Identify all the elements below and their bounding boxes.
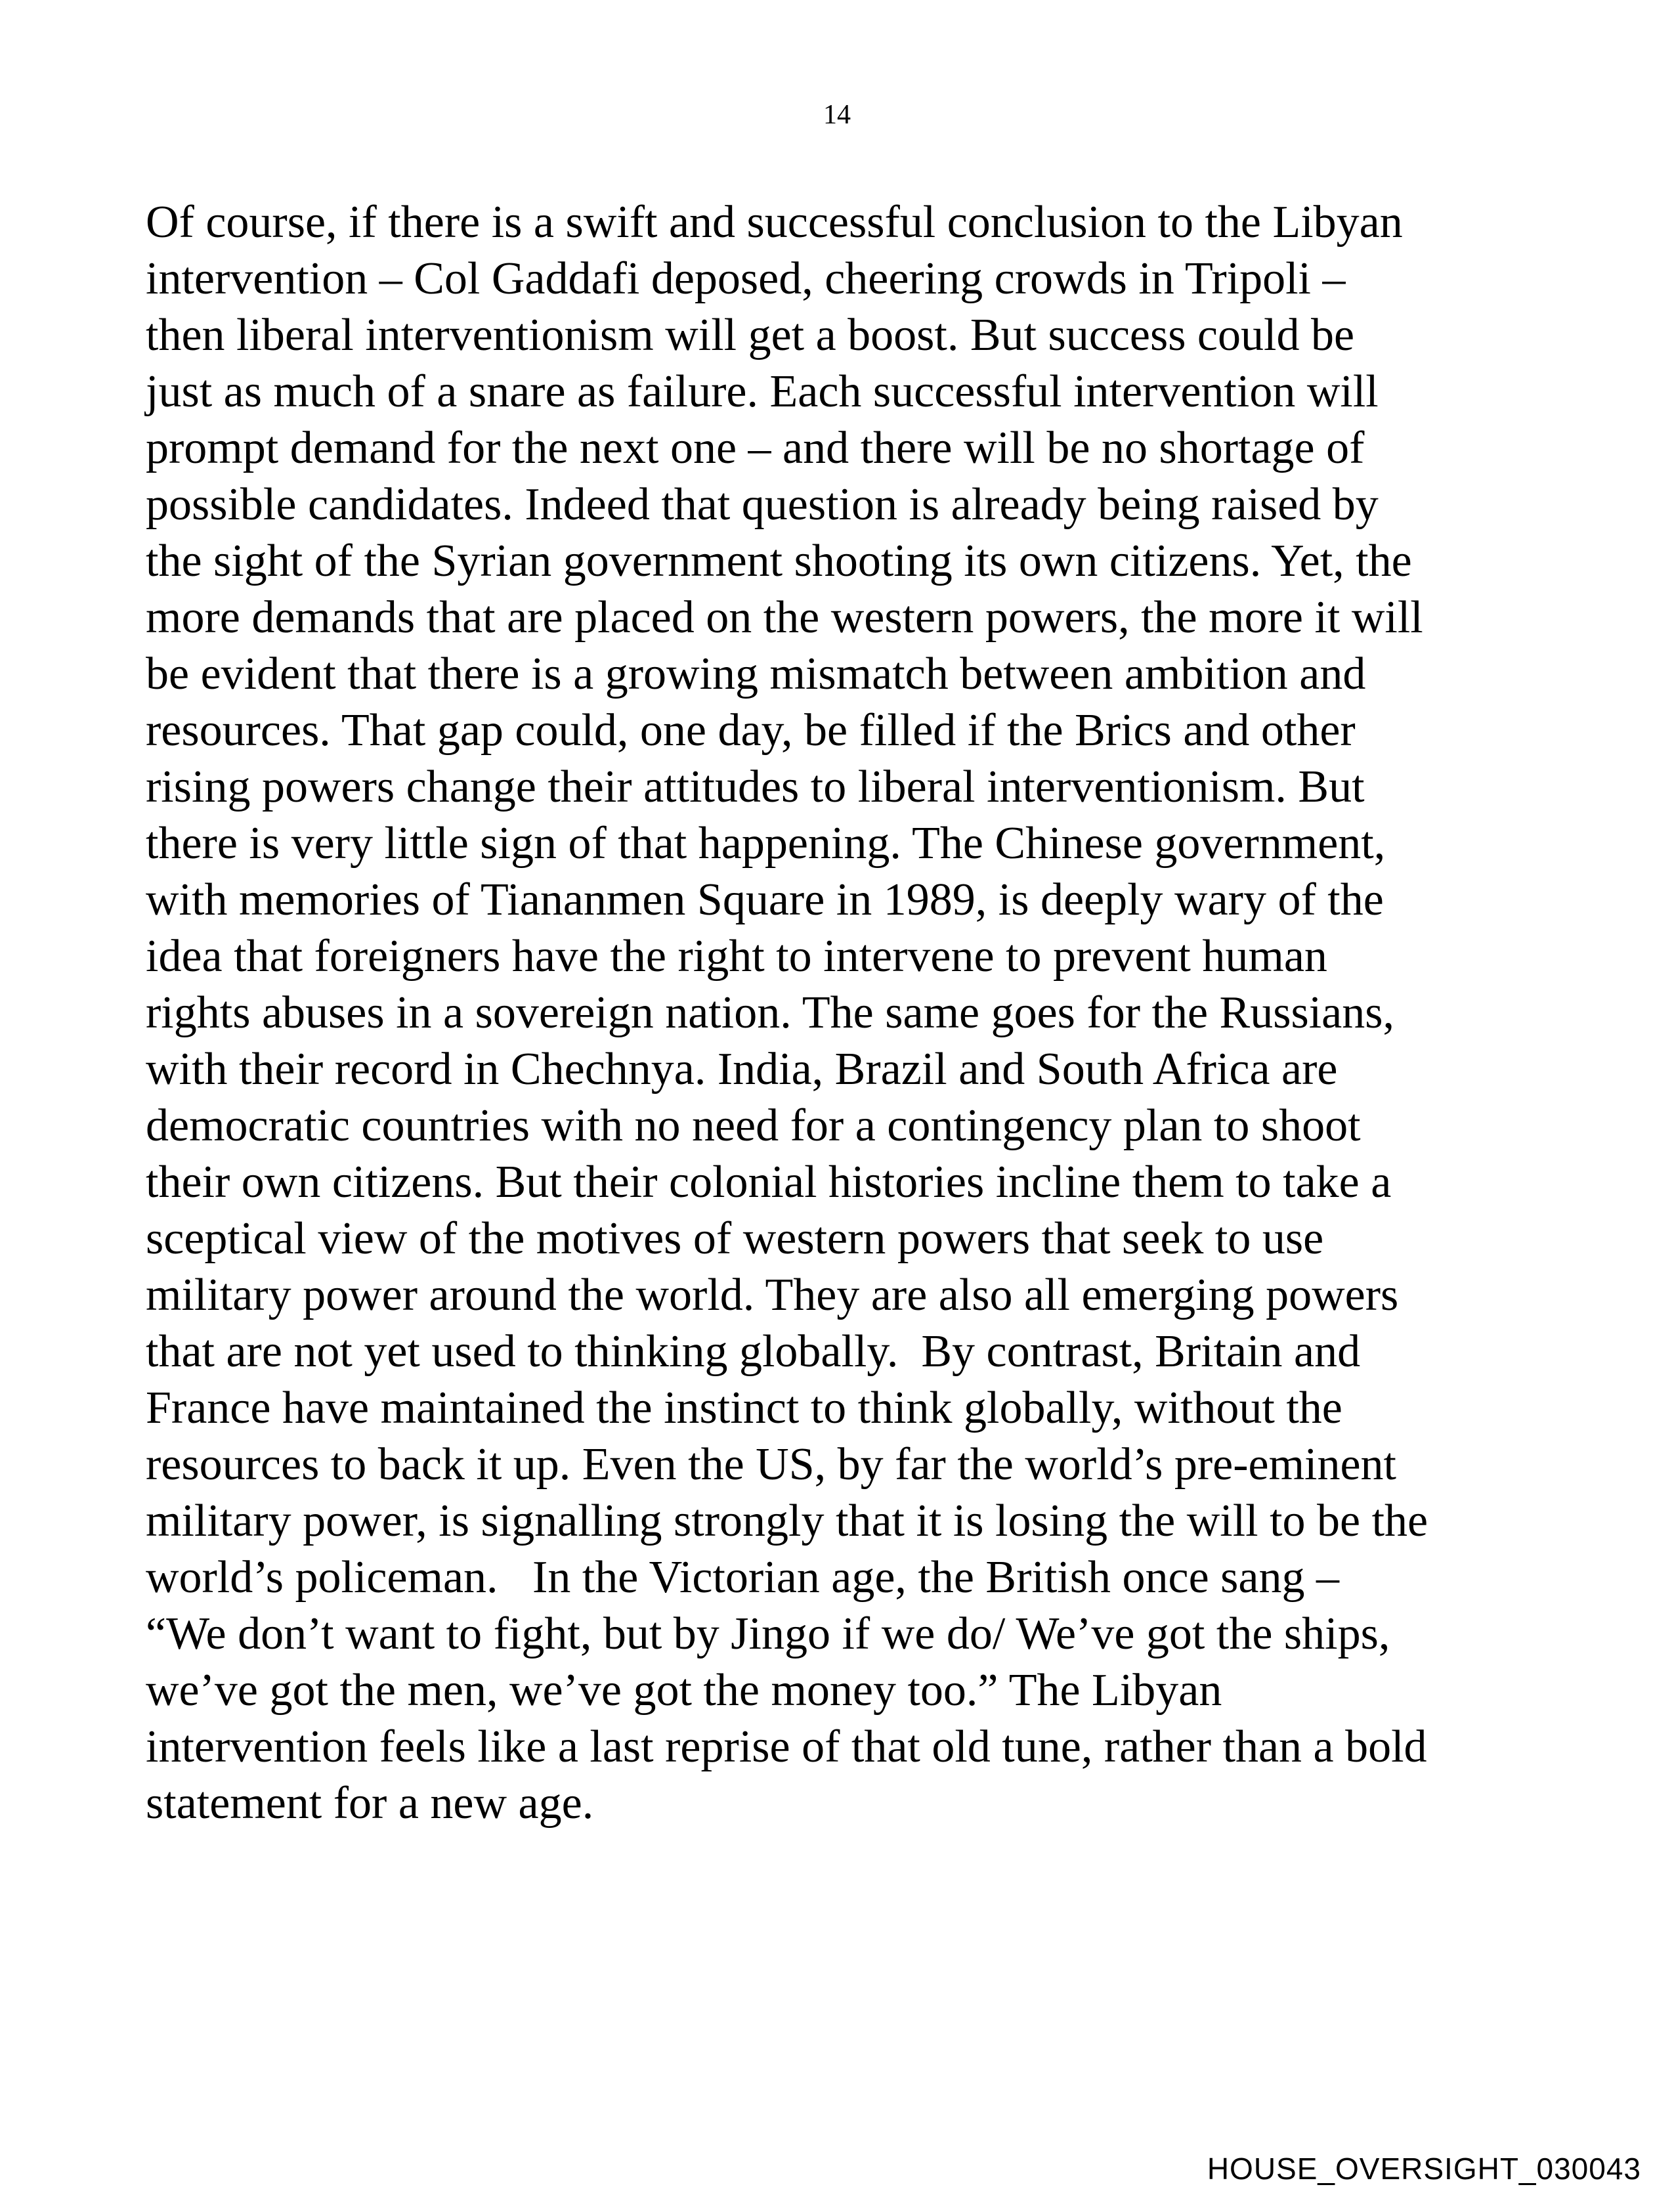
text-line: that are not yet used to thinking globally. By contrast, Britain and	[146, 1326, 1361, 1377]
text-line: just as much of a snare as failure. Each successful intervention will	[146, 366, 1379, 417]
text-line: the sight of the Syrian government shooting its own citizens. Yet, the	[146, 536, 1412, 586]
text-line: idea that foreigners have the right to intervene to prevent human	[146, 931, 1327, 982]
text-line: be evident that there is a growing mismatch between ambition and	[146, 649, 1366, 699]
text-line: resources. That gap could, one day, be filled if the Brics and other	[146, 705, 1356, 756]
body-paragraph	[146, 194, 1590, 1832]
text-line: Of course, if there is a swift and successful conclusion to the Libyan	[146, 197, 1403, 248]
text-line: military power, is signalling strongly that it is losing the will to be the	[146, 1496, 1428, 1546]
text-line: sceptical view of the motives of western powers that seek to use	[146, 1213, 1324, 1264]
text-line: we’ve got the men, we’ve got the money too.” The Libyan	[146, 1665, 1222, 1716]
text-line: their own citizens. But their colonial histories incline them to take a	[146, 1157, 1392, 1207]
text-line: rising powers change their attitudes to liberal interventionism. But	[146, 762, 1365, 812]
text-line: more demands that are placed on the western powers, the more it will	[146, 592, 1423, 643]
text-line: rights abuses in a sovereign nation. The same goes for the Russians,	[146, 987, 1394, 1038]
text-line: intervention – Col Gaddafi deposed, cheering crowds in Tripoli –	[146, 253, 1346, 304]
text-line: intervention feels like a last reprise of that old tune, rather than a bold	[146, 1722, 1427, 1772]
text-line: world’s policeman. In the Victorian age, the British once sang –	[146, 1552, 1339, 1603]
text-line: prompt demand for the next one – and there will be no shortage of	[146, 423, 1365, 473]
text-line: “We don’t want to fight, but by Jingo if we do/ We’ve got the ships,	[146, 1609, 1390, 1659]
text-line: with memories of Tiananmen Square in 1989, is deeply wary of the	[146, 875, 1384, 925]
text-line: democratic countries with no need for a contingency plan to shoot	[146, 1100, 1361, 1151]
text-line: France have maintained the instinct to think globally, without the	[146, 1383, 1342, 1433]
text-line: possible candidates. Indeed that question is already being raised by	[146, 479, 1379, 530]
text-line: then liberal interventionism will get a boost. But success could be	[146, 310, 1355, 360]
text-line: military power around the world. They are also all emerging powers	[146, 1270, 1399, 1320]
document-id-footer: HOUSE_OVERSIGHT_030043	[1207, 2152, 1641, 2186]
page-number: 14	[823, 100, 851, 130]
text-line: statement for a new age.	[146, 1778, 594, 1829]
text-line: there is very little sign of that happening. The Chinese government,	[146, 818, 1386, 869]
text-line: resources to back it up. Even the US, by far the world’s pre-eminent	[146, 1439, 1397, 1490]
text-line: with their record in Chechnya. India, Brazil and South Africa are	[146, 1044, 1338, 1095]
